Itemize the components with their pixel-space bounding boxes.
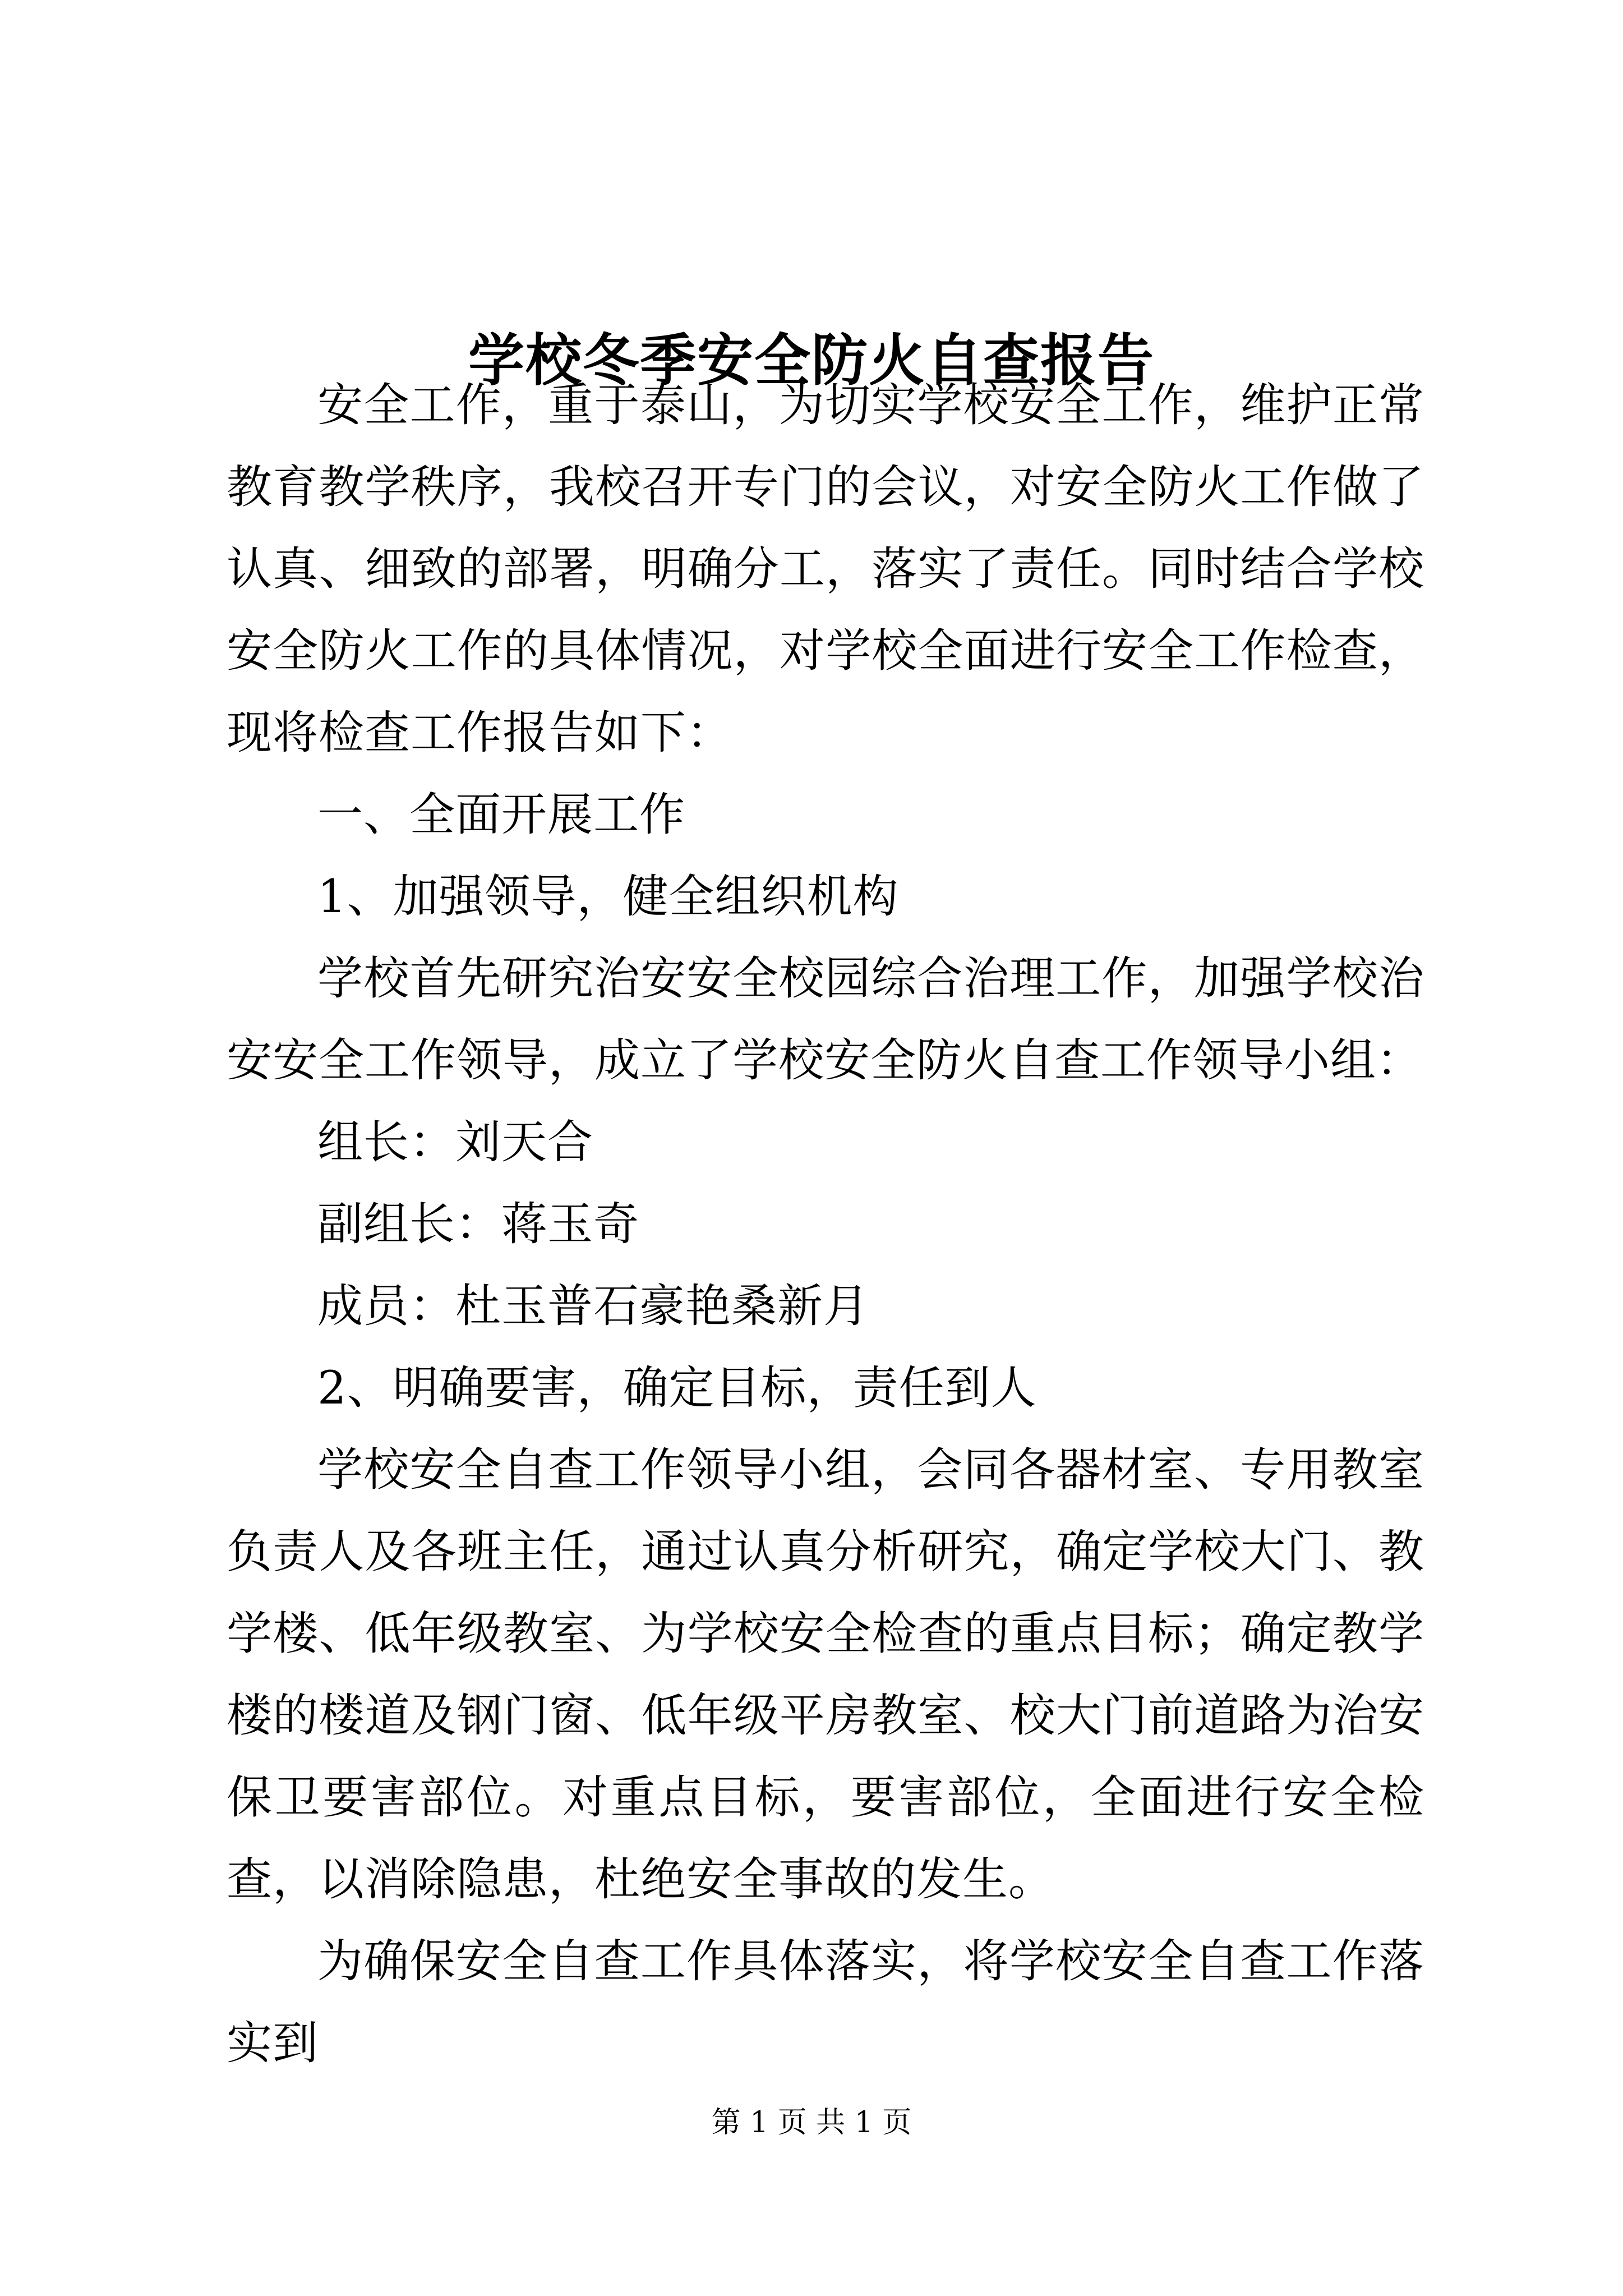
subsection-heading-1: 1、加强领导，健全组织机构: [317, 871, 899, 923]
members-line: 成员：杜玉普石豪艳桑新月: [317, 1280, 870, 1333]
document-title: 学校冬季安全防火自查报告: [468, 327, 1155, 393]
paragraph-organization: 学校首先研究治安安全校园综合治理工作，加强学校治安安全工作领导，成立了学校安全防火自查工作领导小组：: [227, 953, 1424, 1087]
subsection-heading-2: 2、明确要害，确定目标，责任到人: [317, 1362, 1037, 1415]
document-body: [227, 365, 1424, 2085]
paragraph-intro: 安全工作，重于泰山，为切实学校安全工作，维护正常教育教学秩序，我校召开专门的会议，对安全防火工作做了认真、细致的部署，明确分工，落实了责任。同时结合学校安全防火工作的具体情况，对学校全面进行安全工作检查，现将检查工作报告如下：: [227, 379, 1424, 760]
paragraph-targets: 学校安全自查工作领导小组，会同各器材室、专用教室负责人及各班主任，通过认真分析研究，确定学校大门、教学楼、低年级教室、为学校安全检查的重点目标；确定教学楼的楼道及钢门窗、低年级平房教室、校大门前道路为治安保卫要害部位。对重点目标，要害部位，全面进行安全检查，以消除隐患，杜绝安全事故的发生。: [227, 1444, 1424, 1906]
paragraph-implementation: 为确保安全自查工作具体落实，将学校安全自查工作落实到: [227, 1935, 1424, 2070]
leader-line: 组长：刘天合: [317, 1116, 594, 1169]
page-number-footer: 第 1 页 共 1 页: [711, 2106, 912, 2139]
deputy-leader-line: 副组长：蒋玉奇: [317, 1198, 640, 1251]
section-heading-1: 一、全面开展工作: [317, 789, 686, 841]
